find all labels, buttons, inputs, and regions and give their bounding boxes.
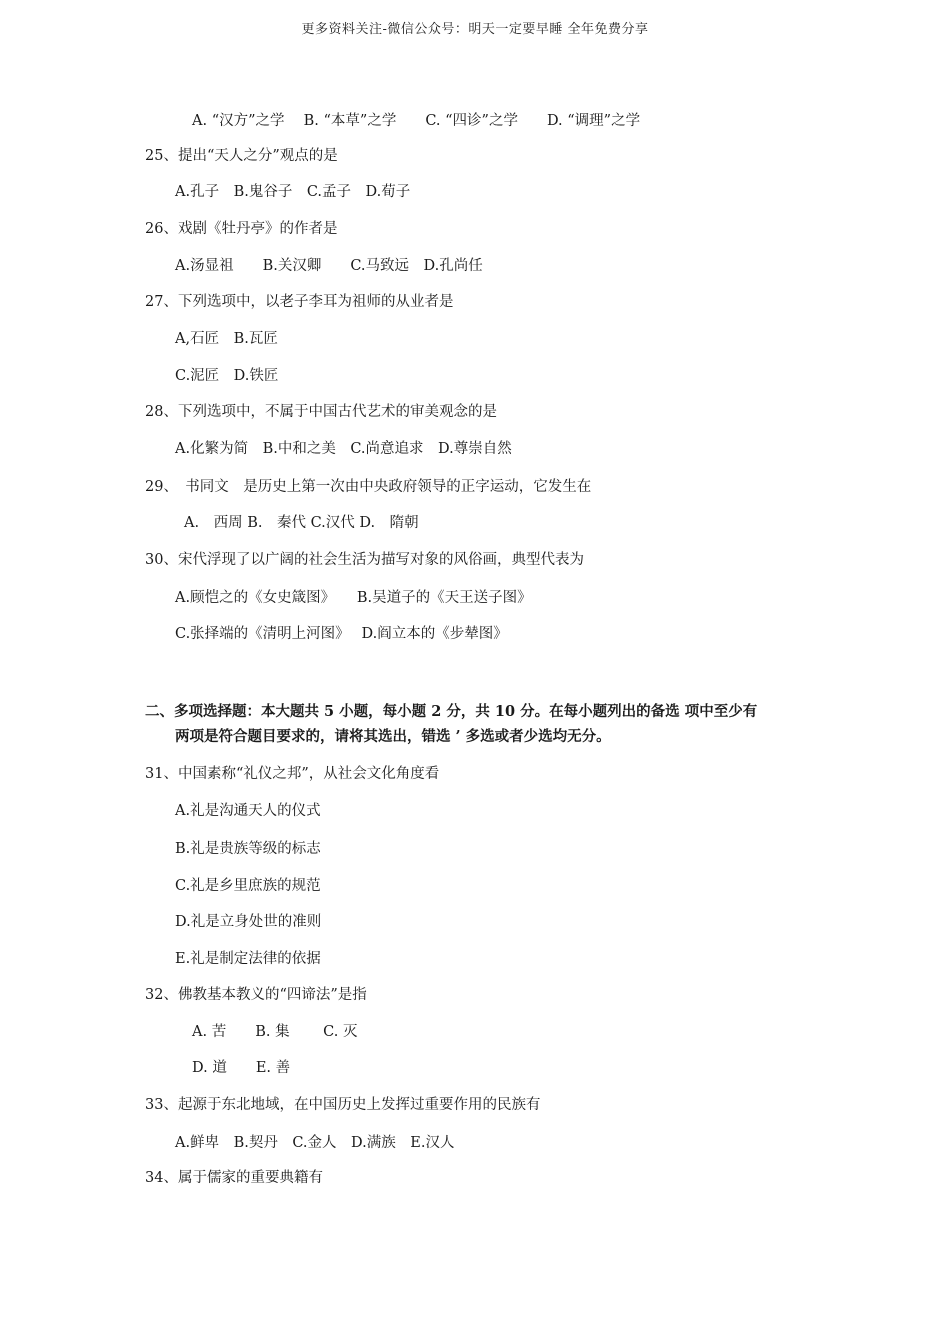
question-text: 32、佛教基本教义的“四谛法”是指: [145, 987, 367, 1003]
option-text: 两项是符合题目要求的，请将其选出，错选 ’ 多选或者少选均无分。: [175, 728, 611, 745]
option-text: A.化繁为简 B.中和之美 C.尚意追求 D.尊崇自然: [175, 441, 512, 457]
question-text: 29、 书同文 是历史上第一次由中央政府领导的正字运动，它发生在: [145, 479, 592, 495]
option-text: A.顾恺之的《女史箴图》 B.吴道子的《天王送子图》: [175, 590, 532, 606]
option-text: A.孔子 B.鬼谷子 C.孟子 D.荀子: [175, 184, 411, 200]
option-text: A.礼是沟通天人的仪式: [175, 803, 321, 819]
option-text: C.泥匠 D.铁匠: [175, 368, 279, 384]
question-text: 26、戏剧《牡丹亭》的作者是: [145, 221, 338, 237]
option-text: A. “汉方”之学 B. “本草”之学 C. “四诊”之学 D. “调理”之学: [192, 113, 641, 129]
page-header-notice: 更多资料关注-微信公众号：明天一定要早睡 全年免费分享: [301, 22, 649, 37]
question-text: 30、宋代浮现了以广阔的社会生活为描写对象的风俗画，典型代表为: [145, 552, 584, 568]
option-text: A. 西周 B. 秦代 C.汉代 D. 隋朝: [184, 515, 419, 531]
option-text: E.礼是制定法律的依据: [175, 951, 321, 967]
question-text: 33、起源于东北地域，在中国历史上发挥过重要作用的民族有: [145, 1097, 541, 1113]
option-text: D.礼是立身处世的准则: [175, 914, 322, 930]
option-text: C.礼是乡里庶族的规范: [175, 878, 321, 894]
question-text: 27、下列选项中，以老子李耳为祖师的从业者是: [145, 294, 454, 310]
question-text: 28、下列选项中，不属于中国古代艺术的审美观念的是: [145, 404, 497, 420]
question-text: 25、提出“天人之分”观点的是: [145, 148, 338, 164]
question-text: 31、中国素称“礼仪之邦”，从社会文化角度看: [145, 766, 440, 782]
option-text: A. 苦 B. 集 C. 灭: [192, 1024, 358, 1040]
option-text: B.礼是贵族等级的标志: [175, 841, 321, 857]
option-text: A,石匠 B.瓦匠: [175, 331, 278, 347]
question-text: 34、属于儒家的重要典籍有: [145, 1170, 323, 1186]
option-text: C.张择端的《清明上河图》 D.阎立本的《步辇图》: [175, 626, 508, 642]
question-text: 二、多项选择题：本大题共 5 小题，每小题 2 分，共 10 分。在每小题列出的备选 项中至少有: [145, 703, 758, 720]
option-text: A.汤显祖 B.关汉卿 C.马致远 D.孔尚任: [175, 258, 483, 274]
option-text: D. 道 E. 善: [192, 1060, 291, 1076]
option-text: A.鲜卑 B.契丹 C.金人 D.满族 E.汉人: [175, 1135, 455, 1151]
